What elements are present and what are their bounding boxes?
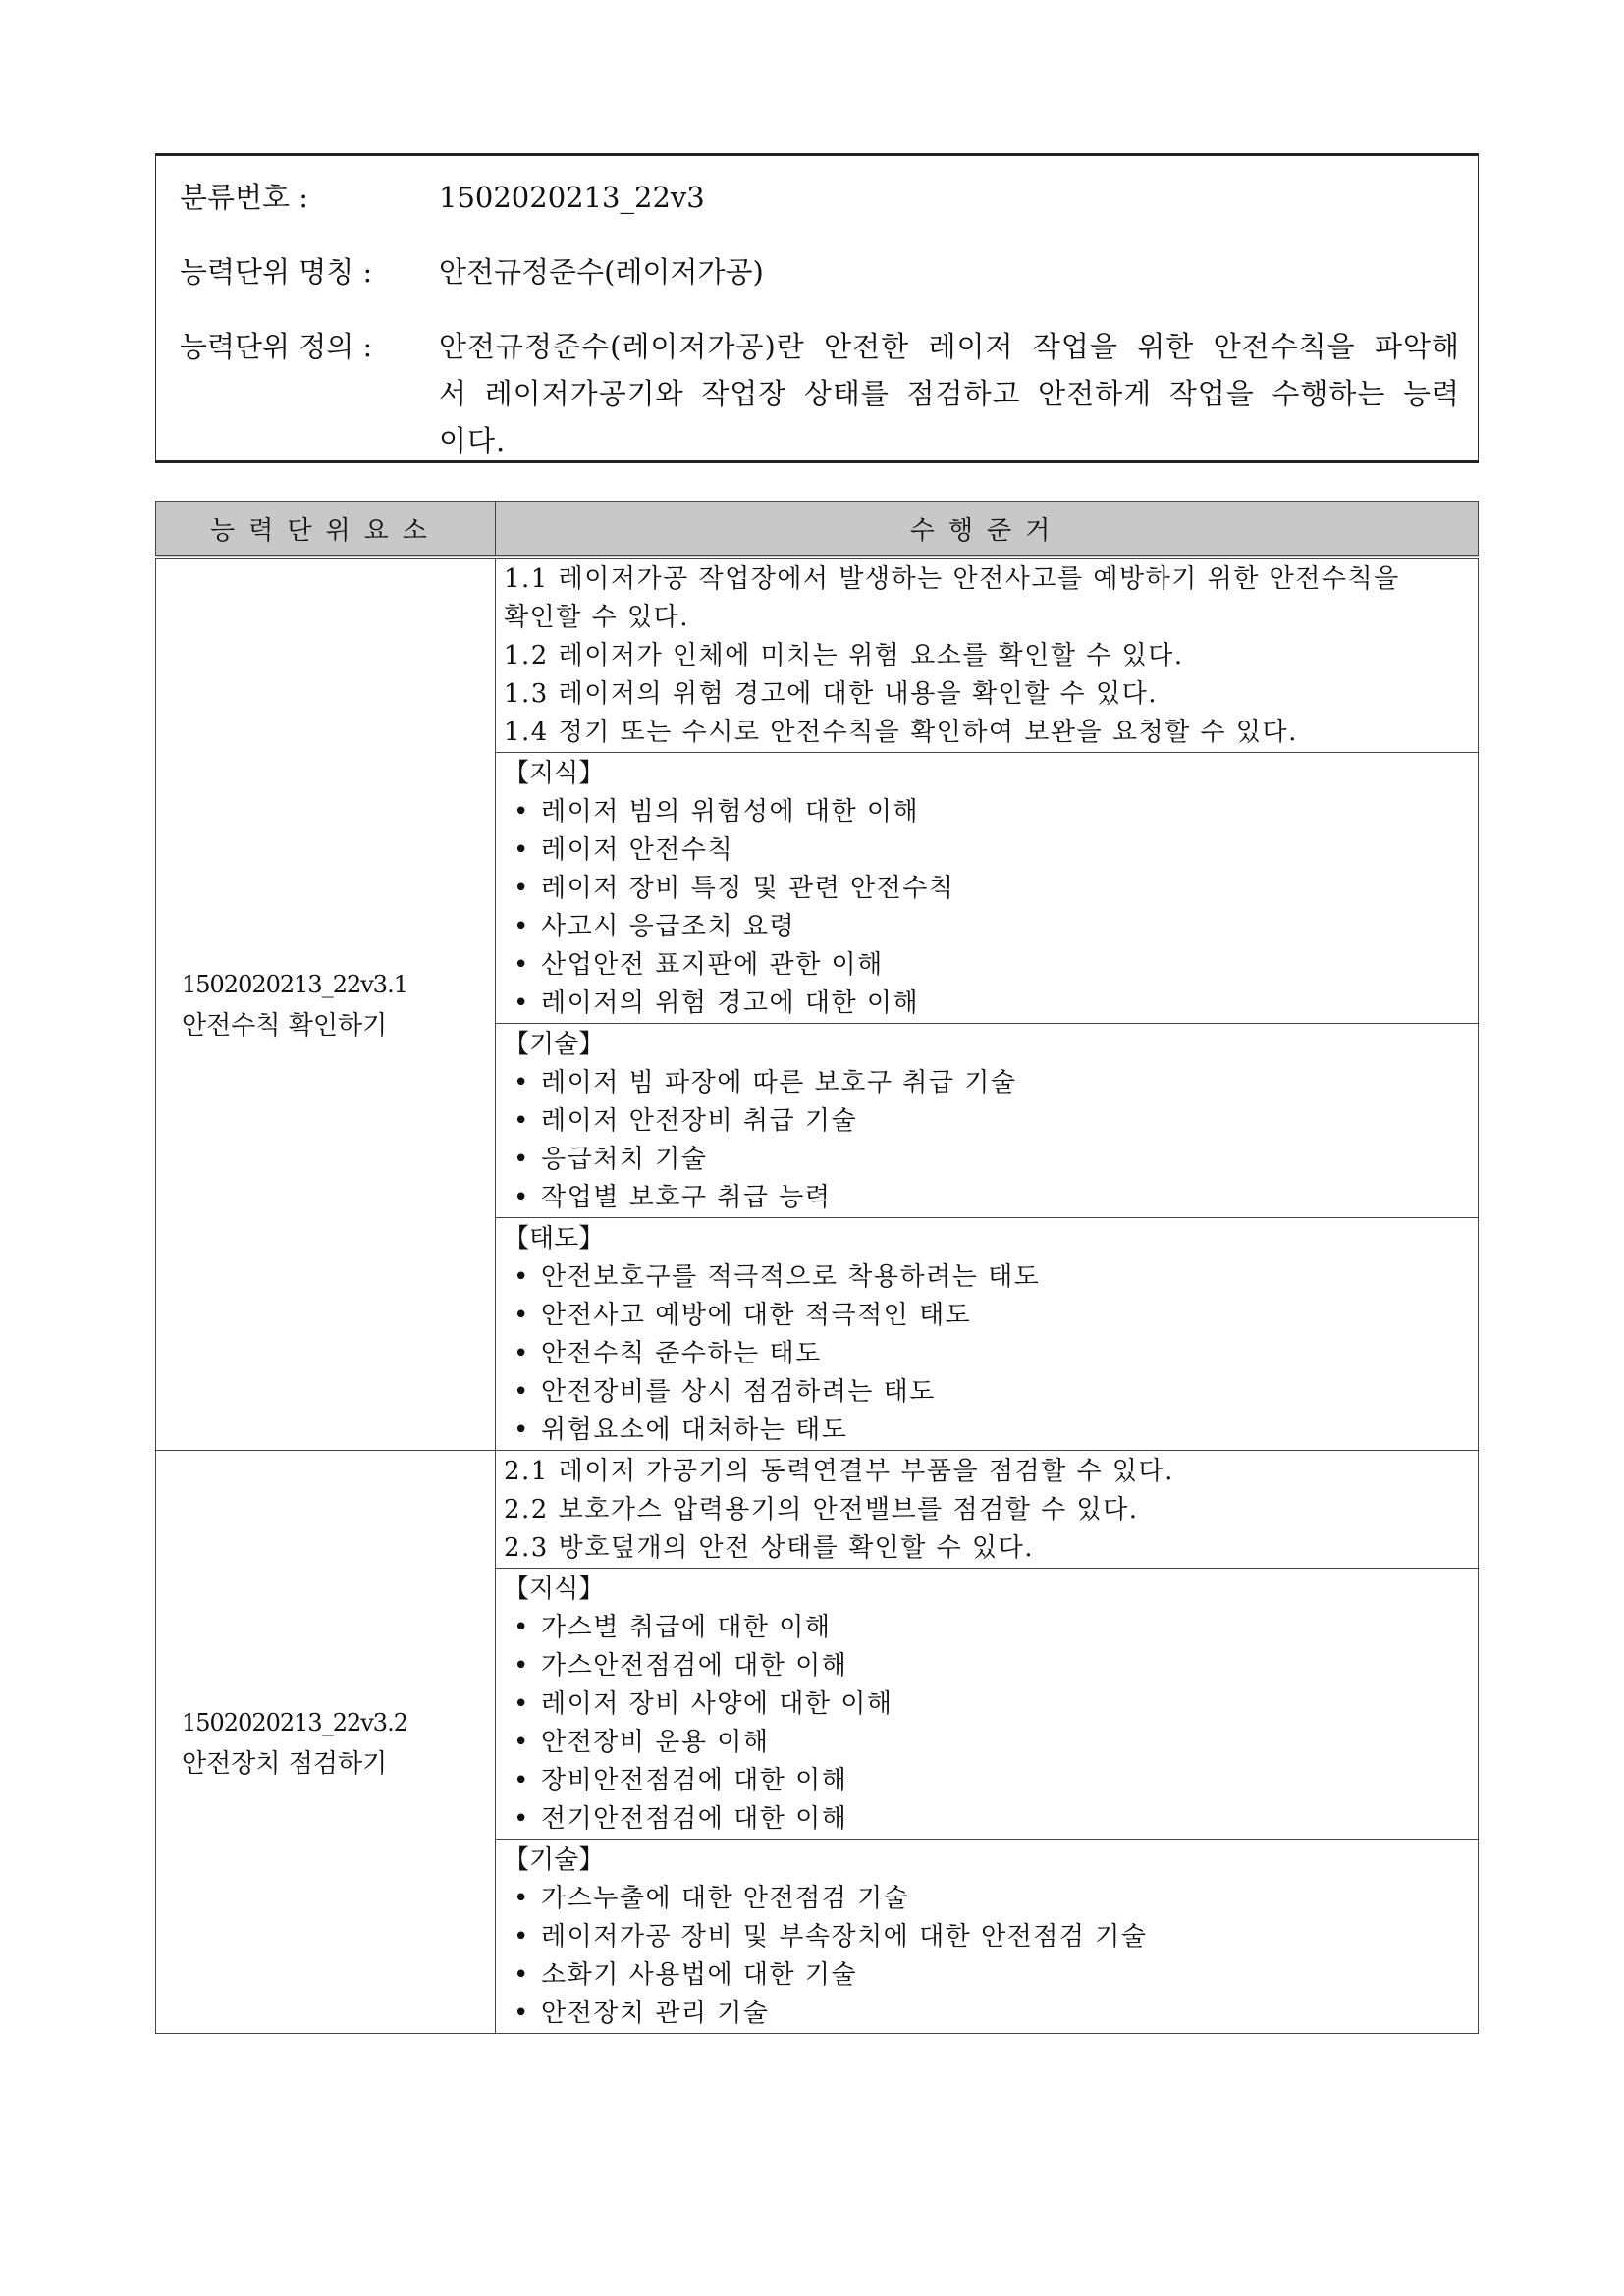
- list-item: • 가스안전점검에 대한 이해: [504, 1647, 1466, 1685]
- table-row: [156, 557, 1479, 753]
- criteria-item: 2.1 레이저 가공기의 동력연결부 부품을 점검할 수 있다.: [504, 1457, 1174, 1486]
- competency-table: [155, 501, 1479, 2034]
- attitude-cell: [496, 1218, 1479, 1451]
- list-item: • 안전장비를 상시 점검하려는 태도: [504, 1373, 1466, 1412]
- table-row: [156, 1451, 1479, 1569]
- element-code: 1502020213_22v3.1: [182, 971, 407, 998]
- criteria-cell: [496, 557, 1479, 753]
- name-value: 안전규정준수(레이저가공): [439, 255, 764, 289]
- criteria-item: 2.3 방호덮개의 안전 상태를 확인할 수 있다.: [504, 1533, 1035, 1563]
- name-label: 능력단위 명칭 :: [180, 255, 373, 289]
- definition-value: 안전규정준수(레이저가공)란 안전한 레이저 작업을 위한 안전수칙을 파악해서 레이저가공기와 작업장 상태를 점검하고 안전하게 작업을 수행하는 능력이다.: [439, 330, 1460, 457]
- header-element: 능력단위요소: [156, 502, 496, 558]
- criteria-item: 2.2 보호가스 압력용기의 안전밸브를 점검할 수 있다.: [504, 1495, 1139, 1524]
- list-item: • 가스별 취급에 대한 이해: [504, 1609, 1466, 1647]
- list-item: • 레이저 장비 특징 및 관련 안전수칙: [504, 870, 1466, 908]
- skill-cell: [496, 1840, 1479, 2034]
- list-item: • 안전수칙 준수하는 태도: [504, 1335, 1466, 1373]
- list-item: • 작업별 보호구 취급 능력: [504, 1179, 1466, 1217]
- list-item: • 장비안전점검에 대한 이해: [504, 1762, 1466, 1800]
- element-cell: [156, 557, 496, 1451]
- element-code: 1502020213_22v3.2: [182, 1708, 407, 1736]
- list-item: • 안전장비 운용 이해: [504, 1724, 1466, 1762]
- criteria-item: 1.1 레이저가공 작업장에서 발생하는 안전사고를 예방하기 위한 안전수칙을: [504, 564, 1400, 594]
- knowledge-cell: [496, 753, 1479, 1024]
- list-item: • 안전사고 예방에 대한 적극적인 태도: [504, 1297, 1466, 1335]
- list-item: • 레이저가공 장비 및 부속장치에 대한 안전점검 기술: [504, 1918, 1466, 1956]
- criteria-item: 1.3 레이저의 위험 경고에 대한 내용을 확인할 수 있다.: [504, 679, 1159, 709]
- skill-heading: 【기술】: [504, 1845, 605, 1875]
- list-item: • 전기안전점검에 대한 이해: [504, 1800, 1466, 1839]
- element-name: 안전장치 점검하기: [182, 1748, 388, 1779]
- list-item: • 가스누출에 대한 안전점검 기술: [504, 1880, 1466, 1918]
- code-value: 1502020213_22v3: [439, 181, 705, 214]
- skill-heading: 【기술】: [504, 1030, 605, 1059]
- table-header-row: [156, 502, 1479, 558]
- list-item: • 산업안전 표지판에 관한 이해: [504, 946, 1466, 985]
- list-item: • 레이저 안전수칙: [504, 831, 1466, 870]
- list-item: • 안전장치 관리 기술: [504, 1995, 1466, 2033]
- unit-info-box: [155, 153, 1479, 463]
- element-cell: [156, 1451, 496, 2034]
- element-name: 안전수칙 확인하기: [182, 1011, 388, 1041]
- definition-label: 능력단위 정의 :: [180, 330, 373, 363]
- criteria-cell: [496, 1451, 1479, 1569]
- list-item: • 위험요소에 대처하는 태도: [504, 1412, 1466, 1450]
- list-item: • 소화기 사용법에 대한 기술: [504, 1956, 1466, 1995]
- list-item: • 레이저 장비 사양에 대한 이해: [504, 1685, 1466, 1724]
- list-item: • 레이저 빔 파장에 따른 보호구 취급 기술: [504, 1064, 1466, 1102]
- criteria-item: 1.4 정기 또는 수시로 안전수칙을 확인하여 보완을 요청할 수 있다.: [504, 718, 1298, 747]
- list-item: • 레이저의 위험 경고에 대한 이해: [504, 985, 1466, 1023]
- list-item: • 안전보호구를 적극적으로 착용하려는 태도: [504, 1258, 1466, 1297]
- list-item: • 응급처치 기술: [504, 1141, 1466, 1179]
- list-item: • 레이저 빔의 위험성에 대한 이해: [504, 793, 1466, 831]
- attitude-heading: 【태도】: [504, 1224, 605, 1254]
- code-label: 분류번호 :: [180, 181, 309, 214]
- criteria-item-cont: 확인할 수 있다.: [504, 603, 689, 632]
- criteria-item: 1.2 레이저가 인체에 미치는 위험 요소를 확인할 수 있다.: [504, 641, 1184, 670]
- knowledge-cell: [496, 1569, 1479, 1840]
- knowledge-heading: 【지식】: [504, 1575, 605, 1604]
- skill-cell: [496, 1024, 1479, 1218]
- list-item: • 레이저 안전장비 취급 기술: [504, 1102, 1466, 1141]
- list-item: • 사고시 응급조치 요령: [504, 908, 1466, 946]
- header-criteria: 수행준거: [496, 502, 1479, 558]
- knowledge-heading: 【지식】: [504, 759, 605, 788]
